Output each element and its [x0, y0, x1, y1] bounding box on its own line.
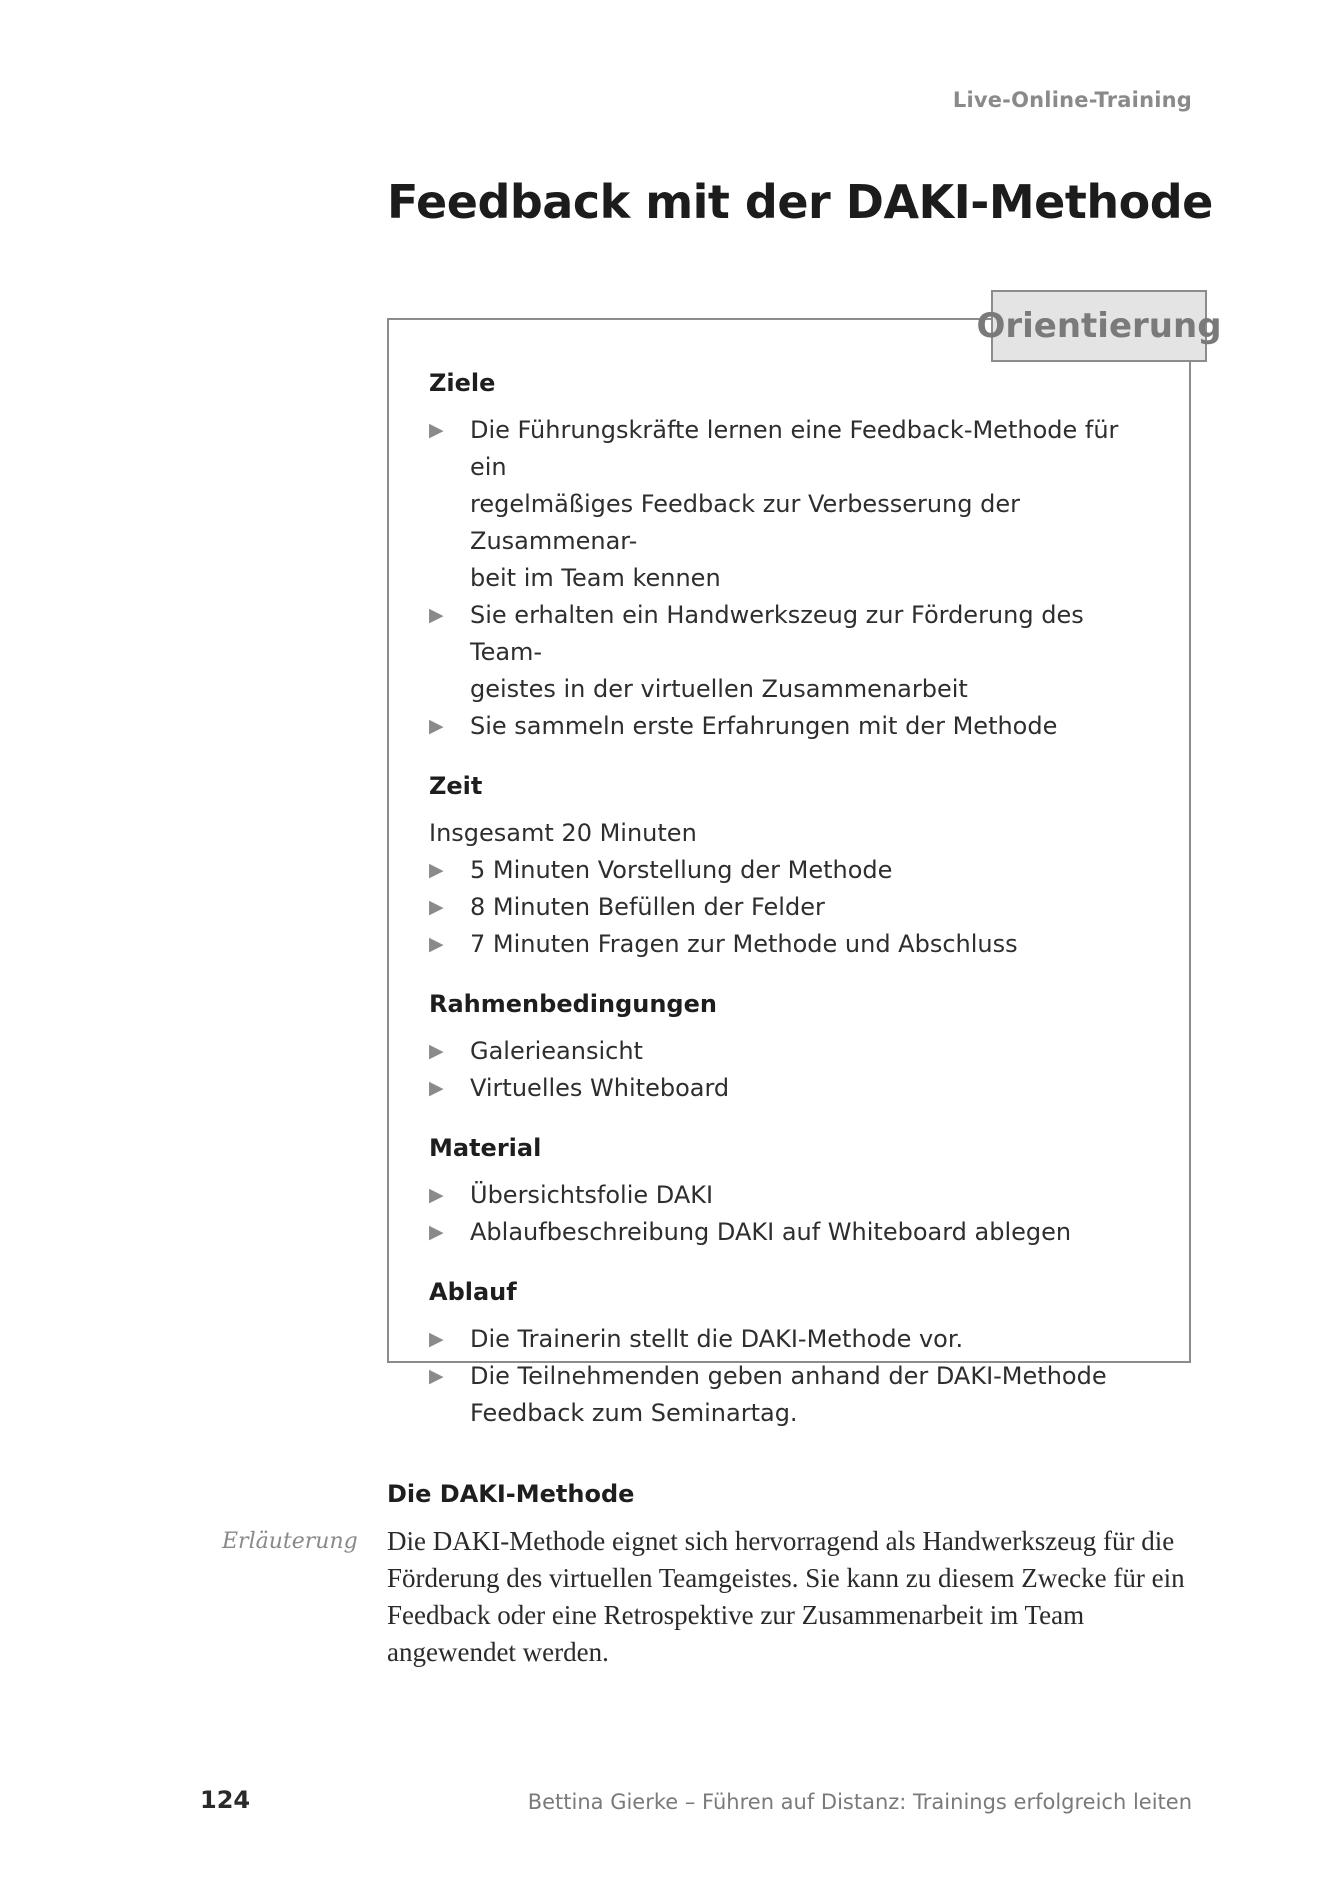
section-material — [429, 1133, 1149, 1251]
triangle-bullet-icon: ▶ — [429, 896, 444, 918]
list-item: ▶ Die Führungskräfte lernen eine Feedback-Methode für ein regelmäßiges Feedback zur Verbesserung der Zusammenar- beit im Team kennen — [429, 412, 1149, 597]
triangle-bullet-icon: ▶ — [429, 1328, 444, 1350]
list-item: ▶ Die Trainerin stellt die DAKI-Methode vor. — [429, 1321, 1149, 1358]
section-heading: Zeit — [429, 772, 483, 800]
section-zeit — [429, 771, 1149, 963]
section-heading: Ziele — [429, 369, 496, 397]
bullet-list — [429, 1033, 1149, 1107]
bullet-list — [429, 1177, 1149, 1251]
list-item: ▶ Sie erhalten ein Handwerkszeug zur Förderung des Team- geistes in der virtuellen Zusammenarbeit — [429, 597, 1149, 708]
orientation-box — [387, 318, 1191, 1427]
triangle-bullet-icon: ▶ — [429, 1077, 444, 1099]
list-item: ▶ Virtuelles Whiteboard — [429, 1070, 1149, 1107]
footer-text: Bettina Gierke – Führen auf Distanz: Trainings erfolgreich leiten — [527, 1790, 1192, 1814]
page-number: 124 — [200, 1786, 251, 1814]
running-head: Live-Online-Training — [952, 88, 1192, 112]
section-rahmenbedingungen — [429, 989, 1149, 1107]
list-item: ▶ Die Teilnehmenden geben anhand der DAKI-Methode Feedback zum Seminartag. — [429, 1358, 1149, 1432]
list-item: ▶ Ablaufbeschreibung DAKI auf Whiteboard ablegen — [429, 1214, 1149, 1251]
body-paragraph: Die DAKI-Methode eignet sich hervorragend als Handwerkszeug für die Förderung des virtuellen Teamgeistes. Sie kann zu diesem Zwecke für ein Feedback oder eine Retrospektive zur Zusammenarbeit im Team angewendet werden. — [387, 1526, 1185, 1667]
list-item: ▶ Übersichtsfolie DAKI — [429, 1177, 1149, 1214]
page-title: Feedback mit der DAKI-Methode — [387, 175, 1213, 229]
bullet-list — [429, 852, 1149, 963]
section-heading: Rahmenbedingungen — [429, 990, 717, 1018]
margin-label: Erläuterung — [222, 1529, 358, 1554]
list-item: ▶ 5 Minuten Vorstellung der Methode — [429, 852, 1149, 889]
time-total: Insgesamt 20 Minuten — [429, 819, 697, 847]
list-item: ▶ 7 Minuten Fragen zur Methode und Abschluss — [429, 926, 1149, 963]
list-item: ▶ Sie sammeln erste Erfahrungen mit der Methode — [429, 708, 1149, 745]
section-ziele — [429, 368, 1149, 745]
subsection-heading: Die DAKI-Methode — [387, 1480, 635, 1508]
list-item: ▶ Galerieansicht — [429, 1033, 1149, 1070]
triangle-bullet-icon: ▶ — [429, 933, 444, 955]
triangle-bullet-icon: ▶ — [429, 715, 444, 737]
orientation-box-content — [429, 368, 1149, 1458]
triangle-bullet-icon: ▶ — [429, 1040, 444, 1062]
bullet-list — [429, 412, 1149, 745]
triangle-bullet-icon: ▶ — [429, 859, 444, 881]
triangle-bullet-icon: ▶ — [429, 604, 444, 626]
section-ablauf — [429, 1277, 1149, 1432]
triangle-bullet-icon: ▶ — [429, 419, 444, 441]
section-heading: Ablauf — [429, 1278, 517, 1306]
triangle-bullet-icon: ▶ — [429, 1184, 444, 1206]
orientation-tab: Orientierung — [991, 290, 1207, 362]
triangle-bullet-icon: ▶ — [429, 1365, 444, 1387]
list-item: ▶ 8 Minuten Befüllen der Felder — [429, 889, 1149, 926]
bullet-list — [429, 1321, 1149, 1432]
triangle-bullet-icon: ▶ — [429, 1221, 444, 1243]
section-heading: Material — [429, 1134, 542, 1162]
